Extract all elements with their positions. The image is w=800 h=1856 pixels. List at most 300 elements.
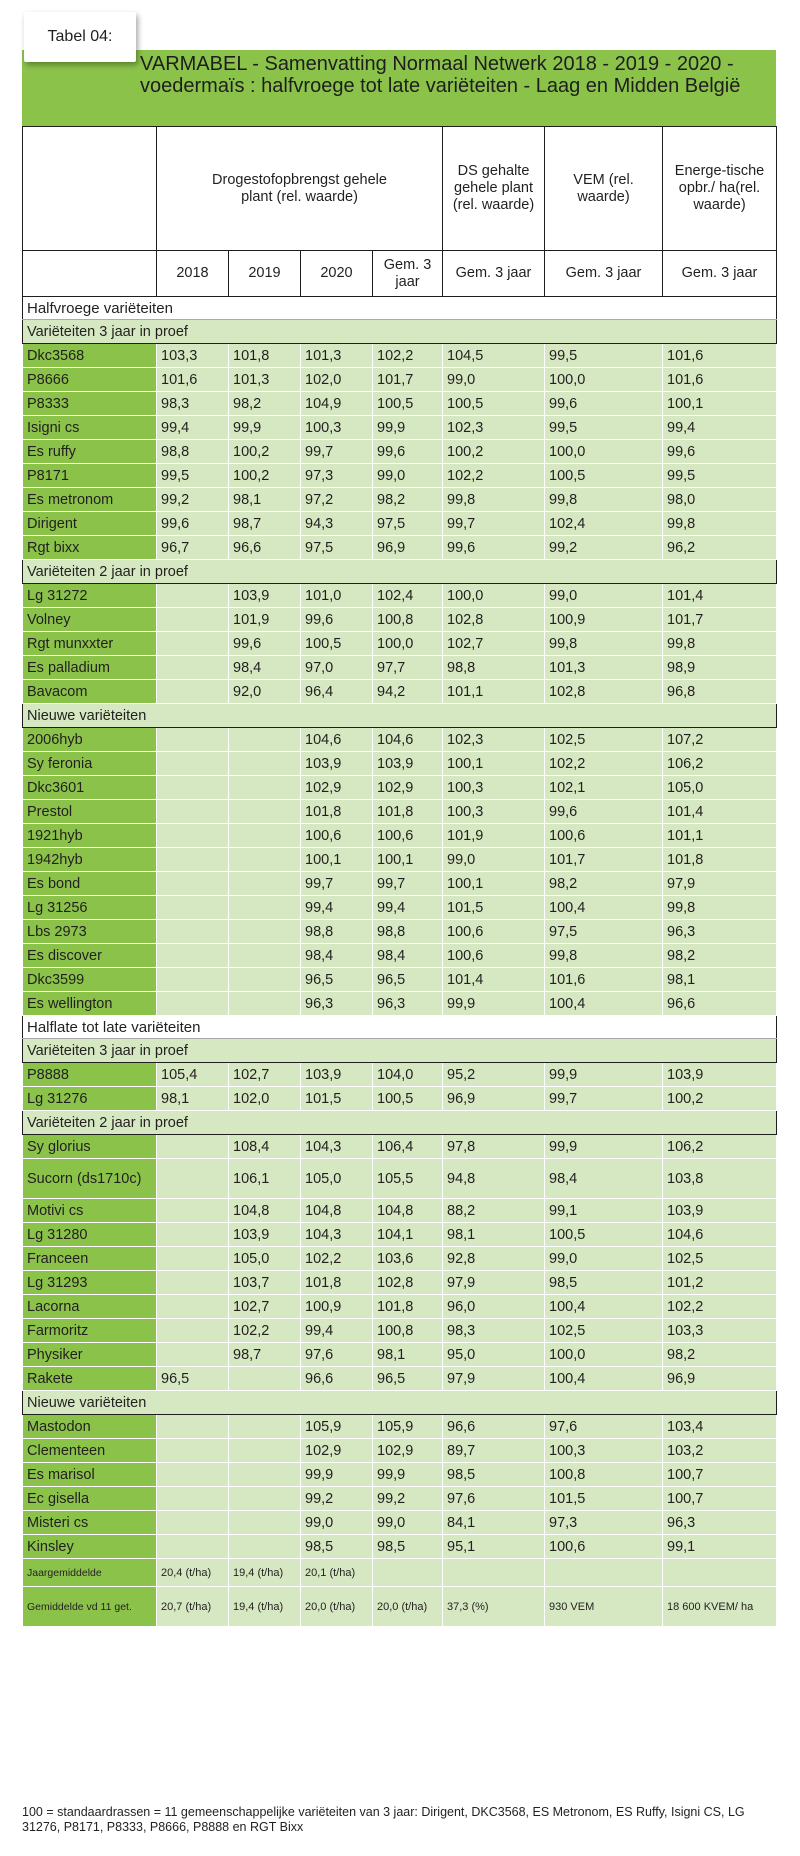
- value-cell: 97,7: [373, 656, 443, 680]
- value-cell: 102,7: [229, 1295, 301, 1319]
- value-cell: 101,7: [545, 848, 663, 872]
- value-cell: 96,5: [301, 968, 373, 992]
- table-row: [23, 968, 777, 992]
- variety-table: [22, 126, 777, 1627]
- value-cell: 100,4: [545, 1295, 663, 1319]
- value-cell: 98,4: [301, 944, 373, 968]
- value-cell: 102,3: [443, 728, 545, 752]
- value-cell: 98,5: [373, 1535, 443, 1559]
- footer-value: [545, 1559, 663, 1587]
- variety-name: Motivi cs: [23, 1199, 157, 1223]
- value-cell: 100,4: [545, 1367, 663, 1391]
- value-cell: 96,0: [443, 1295, 545, 1319]
- value-cell: 99,7: [373, 872, 443, 896]
- value-cell: [157, 920, 229, 944]
- value-cell: 100,6: [443, 944, 545, 968]
- value-cell: 102,7: [443, 632, 545, 656]
- value-cell: 98,0: [663, 488, 777, 512]
- value-cell: 101,2: [663, 1271, 777, 1295]
- table-row: [23, 1295, 777, 1319]
- value-cell: 103,9: [663, 1063, 777, 1087]
- value-cell: 98,2: [663, 1343, 777, 1367]
- value-cell: 99,7: [301, 872, 373, 896]
- footer-value: [663, 1559, 777, 1587]
- value-cell: [157, 992, 229, 1016]
- header-corner: [23, 127, 157, 251]
- value-cell: 99,7: [301, 440, 373, 464]
- table-row: [23, 512, 777, 536]
- value-cell: 106,2: [663, 752, 777, 776]
- table-row: [23, 1087, 777, 1111]
- value-cell: 102,2: [663, 1295, 777, 1319]
- value-cell: [157, 656, 229, 680]
- value-cell: 98,5: [301, 1535, 373, 1559]
- value-cell: 101,9: [229, 608, 301, 632]
- value-cell: [157, 752, 229, 776]
- table-row: [23, 1199, 777, 1223]
- value-cell: 100,6: [545, 824, 663, 848]
- variety-name: Es marisol: [23, 1463, 157, 1487]
- value-cell: 96,2: [663, 536, 777, 560]
- value-cell: 103,8: [663, 1159, 777, 1199]
- value-cell: 101,6: [663, 368, 777, 392]
- variety-name: Prestol: [23, 800, 157, 824]
- table-row: [23, 728, 777, 752]
- value-cell: 98,5: [545, 1271, 663, 1295]
- value-cell: 99,4: [301, 1319, 373, 1343]
- value-cell: 100,5: [545, 464, 663, 488]
- table-row: [23, 1367, 777, 1391]
- value-cell: [157, 1487, 229, 1511]
- value-cell: 98,8: [443, 656, 545, 680]
- value-cell: 103,9: [301, 1063, 373, 1087]
- value-cell: 99,6: [663, 440, 777, 464]
- value-cell: 84,1: [443, 1511, 545, 1535]
- value-cell: 104,6: [663, 1223, 777, 1247]
- value-cell: 100,0: [545, 1343, 663, 1367]
- table-row: [23, 1463, 777, 1487]
- table-row: [23, 896, 777, 920]
- section-title: Halfvroege variëteiten: [23, 297, 777, 320]
- value-cell: 99,5: [157, 464, 229, 488]
- variety-name: Rgt munxxter: [23, 632, 157, 656]
- value-cell: 99,5: [545, 344, 663, 368]
- value-cell: 99,6: [443, 536, 545, 560]
- group-title: Nieuwe variëteiten: [23, 1391, 777, 1415]
- value-cell: 96,3: [373, 992, 443, 1016]
- value-cell: 99,6: [373, 440, 443, 464]
- value-cell: 102,9: [373, 776, 443, 800]
- value-cell: [157, 1319, 229, 1343]
- value-cell: 100,5: [443, 392, 545, 416]
- value-cell: [229, 824, 301, 848]
- value-cell: 101,7: [663, 608, 777, 632]
- value-cell: [229, 1463, 301, 1487]
- value-cell: 97,6: [545, 1415, 663, 1439]
- value-cell: 105,4: [157, 1063, 229, 1087]
- value-cell: 98,2: [663, 944, 777, 968]
- variety-name: Lg 31272: [23, 584, 157, 608]
- value-cell: [157, 1223, 229, 1247]
- value-cell: 99,8: [663, 632, 777, 656]
- value-cell: 96,4: [301, 680, 373, 704]
- value-cell: 97,5: [301, 536, 373, 560]
- value-cell: 99,1: [663, 1535, 777, 1559]
- value-cell: 100,8: [373, 608, 443, 632]
- value-cell: 97,3: [301, 464, 373, 488]
- value-cell: 101,5: [443, 896, 545, 920]
- value-cell: 99,6: [545, 392, 663, 416]
- value-cell: 98,1: [443, 1223, 545, 1247]
- value-cell: [157, 872, 229, 896]
- value-cell: 99,0: [373, 464, 443, 488]
- value-cell: 98,1: [373, 1343, 443, 1367]
- value-cell: 95,2: [443, 1063, 545, 1087]
- value-cell: 100,1: [663, 392, 777, 416]
- footer-value: 19,4 (t/ha): [229, 1559, 301, 1587]
- header-gem-drogestof: Gem. 3 jaar: [373, 251, 443, 297]
- value-cell: 101,3: [229, 368, 301, 392]
- value-cell: 99,0: [545, 1247, 663, 1271]
- value-cell: 101,8: [301, 1271, 373, 1295]
- value-cell: 94,3: [301, 512, 373, 536]
- value-cell: 100,0: [545, 368, 663, 392]
- value-cell: 100,1: [301, 848, 373, 872]
- header-ds: DS gehalte gehele plant (rel. waarde): [443, 127, 545, 251]
- table-row: [23, 1535, 777, 1559]
- variety-name: Rgt bixx: [23, 536, 157, 560]
- value-cell: [157, 800, 229, 824]
- table-row: [23, 1223, 777, 1247]
- value-cell: 99,8: [545, 944, 663, 968]
- value-cell: 101,5: [545, 1487, 663, 1511]
- table-row: [23, 1135, 777, 1159]
- value-cell: 97,6: [301, 1343, 373, 1367]
- value-cell: 100,8: [373, 1319, 443, 1343]
- value-cell: 102,9: [301, 776, 373, 800]
- value-cell: 103,4: [663, 1415, 777, 1439]
- value-cell: [157, 1511, 229, 1535]
- value-cell: 100,8: [545, 1463, 663, 1487]
- value-cell: 99,6: [229, 632, 301, 656]
- value-cell: 99,2: [301, 1487, 373, 1511]
- value-cell: [157, 1343, 229, 1367]
- value-cell: [229, 848, 301, 872]
- value-cell: [157, 824, 229, 848]
- value-cell: 104,0: [373, 1063, 443, 1087]
- value-cell: 97,3: [545, 1511, 663, 1535]
- value-cell: 99,8: [663, 896, 777, 920]
- header-energie: Energe-tische opbr./ ha(rel. waarde): [663, 127, 777, 251]
- value-cell: 99,4: [663, 416, 777, 440]
- value-cell: 101,1: [443, 680, 545, 704]
- footer-value: 20,0 (t/ha): [301, 1587, 373, 1627]
- value-cell: 101,8: [229, 344, 301, 368]
- value-cell: 96,6: [229, 536, 301, 560]
- variety-name: Lg 31276: [23, 1087, 157, 1111]
- value-cell: 108,4: [229, 1135, 301, 1159]
- value-cell: 100,2: [229, 464, 301, 488]
- group-header: [23, 320, 777, 344]
- value-cell: 101,7: [373, 368, 443, 392]
- value-cell: 101,8: [373, 1295, 443, 1319]
- value-cell: 105,0: [229, 1247, 301, 1271]
- value-cell: 99,9: [373, 1463, 443, 1487]
- value-cell: 102,7: [229, 1063, 301, 1087]
- value-cell: 98,8: [157, 440, 229, 464]
- value-cell: [229, 944, 301, 968]
- value-cell: 98,4: [373, 944, 443, 968]
- footer-value: 18 600 KVEM/ ha: [663, 1587, 777, 1627]
- value-cell: 105,5: [373, 1159, 443, 1199]
- value-cell: 99,4: [373, 896, 443, 920]
- group-header: [23, 1039, 777, 1063]
- value-cell: 102,9: [301, 1439, 373, 1463]
- table-row: [23, 1063, 777, 1087]
- value-cell: 102,0: [229, 1087, 301, 1111]
- value-cell: 99,0: [443, 848, 545, 872]
- value-cell: 105,9: [373, 1415, 443, 1439]
- variety-name: Physiker: [23, 1343, 157, 1367]
- value-cell: 102,5: [545, 1319, 663, 1343]
- value-cell: 99,1: [545, 1199, 663, 1223]
- value-cell: 97,9: [663, 872, 777, 896]
- value-cell: [157, 608, 229, 632]
- value-cell: 100,1: [443, 872, 545, 896]
- variety-name: 1942hyb: [23, 848, 157, 872]
- value-cell: 102,8: [545, 680, 663, 704]
- value-cell: 99,4: [157, 416, 229, 440]
- value-cell: 99,5: [663, 464, 777, 488]
- value-cell: 100,3: [443, 776, 545, 800]
- value-cell: 106,4: [373, 1135, 443, 1159]
- value-cell: 98,7: [229, 512, 301, 536]
- footer-value: 20,4 (t/ha): [157, 1559, 229, 1587]
- variety-name: Es wellington: [23, 992, 157, 1016]
- value-cell: 96,8: [663, 680, 777, 704]
- value-cell: [229, 992, 301, 1016]
- value-cell: 104,8: [373, 1199, 443, 1223]
- variety-name: Lg 31280: [23, 1223, 157, 1247]
- value-cell: [229, 896, 301, 920]
- value-cell: 99,2: [545, 536, 663, 560]
- value-cell: [157, 1439, 229, 1463]
- value-cell: [157, 1247, 229, 1271]
- value-cell: [157, 1271, 229, 1295]
- value-cell: 97,2: [301, 488, 373, 512]
- value-cell: 103,2: [663, 1439, 777, 1463]
- variety-name: Isigni cs: [23, 416, 157, 440]
- value-cell: [229, 1535, 301, 1559]
- table-row: [23, 824, 777, 848]
- table-row: [23, 920, 777, 944]
- value-cell: 102,5: [545, 728, 663, 752]
- value-cell: 95,0: [443, 1343, 545, 1367]
- variety-name: Clementeen: [23, 1439, 157, 1463]
- variety-name: Bavacom: [23, 680, 157, 704]
- value-cell: 100,6: [373, 824, 443, 848]
- section-title: Halflate tot late variëteiten: [23, 1016, 777, 1039]
- value-cell: 98,7: [229, 1343, 301, 1367]
- variety-name: Farmoritz: [23, 1319, 157, 1343]
- value-cell: [157, 896, 229, 920]
- variety-name: Kinsley: [23, 1535, 157, 1559]
- value-cell: 99,8: [663, 512, 777, 536]
- value-cell: 106,1: [229, 1159, 301, 1199]
- value-cell: 102,4: [373, 584, 443, 608]
- value-cell: 99,0: [545, 584, 663, 608]
- table-row: [23, 800, 777, 824]
- value-cell: 106,2: [663, 1135, 777, 1159]
- variety-name: Dkc3601: [23, 776, 157, 800]
- value-cell: [229, 776, 301, 800]
- table-row: [23, 368, 777, 392]
- variety-name: Dkc3599: [23, 968, 157, 992]
- table-row: [23, 416, 777, 440]
- value-cell: 107,2: [663, 728, 777, 752]
- header-drogestof: Drogestofopbrengst gehele plant (rel. waarde): [157, 127, 443, 251]
- value-cell: 89,7: [443, 1439, 545, 1463]
- table-row: [23, 848, 777, 872]
- value-cell: 101,8: [301, 800, 373, 824]
- table-row: [23, 680, 777, 704]
- table-row: [23, 584, 777, 608]
- value-cell: 99,6: [545, 800, 663, 824]
- value-cell: 105,0: [663, 776, 777, 800]
- value-cell: 102,8: [373, 1271, 443, 1295]
- value-cell: 99,8: [443, 488, 545, 512]
- value-cell: 102,1: [545, 776, 663, 800]
- value-cell: 105,0: [301, 1159, 373, 1199]
- value-cell: 99,9: [545, 1135, 663, 1159]
- table-row: [23, 992, 777, 1016]
- value-cell: [229, 1439, 301, 1463]
- value-cell: 100,2: [229, 440, 301, 464]
- value-cell: 99,9: [545, 1063, 663, 1087]
- table-row: [23, 1511, 777, 1535]
- table-label: Tabel 04:: [24, 12, 136, 62]
- value-cell: [157, 848, 229, 872]
- variety-name: Lbs 2973: [23, 920, 157, 944]
- value-cell: 102,2: [443, 464, 545, 488]
- value-cell: 96,3: [663, 920, 777, 944]
- value-cell: 92,0: [229, 680, 301, 704]
- value-cell: 100,6: [545, 1535, 663, 1559]
- value-cell: 102,3: [443, 416, 545, 440]
- value-cell: 99,4: [301, 896, 373, 920]
- group-title: Variëteiten 3 jaar in proef: [23, 1039, 777, 1063]
- table-row: [23, 440, 777, 464]
- value-cell: 95,1: [443, 1535, 545, 1559]
- value-cell: 96,6: [443, 1415, 545, 1439]
- value-cell: 99,5: [545, 416, 663, 440]
- value-cell: 97,6: [443, 1487, 545, 1511]
- value-cell: 101,6: [545, 968, 663, 992]
- value-cell: 98,1: [229, 488, 301, 512]
- value-cell: 101,1: [663, 824, 777, 848]
- value-cell: 103,9: [373, 752, 443, 776]
- value-cell: 105,9: [301, 1415, 373, 1439]
- variety-name: P8666: [23, 368, 157, 392]
- table-row: [23, 1487, 777, 1511]
- value-cell: 99,2: [157, 488, 229, 512]
- value-cell: 104,5: [443, 344, 545, 368]
- variety-name: Sucorn (ds1710c): [23, 1159, 157, 1199]
- value-cell: 99,0: [373, 1511, 443, 1535]
- value-cell: 99,0: [443, 368, 545, 392]
- table-row: [23, 752, 777, 776]
- variety-name: Rakete: [23, 1367, 157, 1391]
- value-cell: 99,9: [373, 416, 443, 440]
- table-row: [23, 1271, 777, 1295]
- value-cell: 99,2: [373, 1487, 443, 1511]
- value-cell: 100,0: [373, 632, 443, 656]
- value-cell: 94,8: [443, 1159, 545, 1199]
- value-cell: 101,6: [663, 344, 777, 368]
- variety-name: P8333: [23, 392, 157, 416]
- table-row: [23, 608, 777, 632]
- variety-name: 2006hyb: [23, 728, 157, 752]
- footer-row: [23, 1587, 777, 1627]
- value-cell: 96,6: [301, 1367, 373, 1391]
- variety-name: Sy feronia: [23, 752, 157, 776]
- table-row: [23, 464, 777, 488]
- value-cell: 100,2: [663, 1087, 777, 1111]
- value-cell: 96,5: [157, 1367, 229, 1391]
- value-cell: 100,1: [443, 752, 545, 776]
- group-title: Variëteiten 2 jaar in proef: [23, 560, 777, 584]
- value-cell: [157, 776, 229, 800]
- value-cell: 102,0: [301, 368, 373, 392]
- footer-value: 19,4 (t/ha): [229, 1587, 301, 1627]
- section-header: [23, 297, 777, 320]
- header-2019: 2019: [229, 251, 301, 297]
- value-cell: 101,9: [443, 824, 545, 848]
- value-cell: 100,0: [443, 584, 545, 608]
- group-header: [23, 704, 777, 728]
- value-cell: 100,5: [301, 632, 373, 656]
- value-cell: [229, 920, 301, 944]
- group-header: [23, 1111, 777, 1135]
- value-cell: 99,0: [301, 1511, 373, 1535]
- variety-name: Es palladium: [23, 656, 157, 680]
- group-title: Nieuwe variëteiten: [23, 704, 777, 728]
- value-cell: 104,8: [229, 1199, 301, 1223]
- value-cell: 100,5: [373, 1087, 443, 1111]
- value-cell: 102,2: [229, 1319, 301, 1343]
- value-cell: 94,2: [373, 680, 443, 704]
- table-row: [23, 776, 777, 800]
- section-header: [23, 1016, 777, 1039]
- value-cell: [229, 1367, 301, 1391]
- table-row: [23, 1415, 777, 1439]
- variety-name: Lacorna: [23, 1295, 157, 1319]
- value-cell: 100,0: [545, 440, 663, 464]
- table-row: [23, 1439, 777, 1463]
- value-cell: 103,9: [229, 584, 301, 608]
- value-cell: 98,2: [545, 872, 663, 896]
- variety-name: Lg 31256: [23, 896, 157, 920]
- variety-name: Sy glorius: [23, 1135, 157, 1159]
- value-cell: 98,4: [229, 656, 301, 680]
- value-cell: 96,5: [373, 1367, 443, 1391]
- value-cell: 103,9: [301, 752, 373, 776]
- value-cell: 104,1: [373, 1223, 443, 1247]
- value-cell: 100,3: [545, 1439, 663, 1463]
- group-title: Variëteiten 2 jaar in proef: [23, 1111, 777, 1135]
- value-cell: 102,5: [663, 1247, 777, 1271]
- value-cell: [229, 1511, 301, 1535]
